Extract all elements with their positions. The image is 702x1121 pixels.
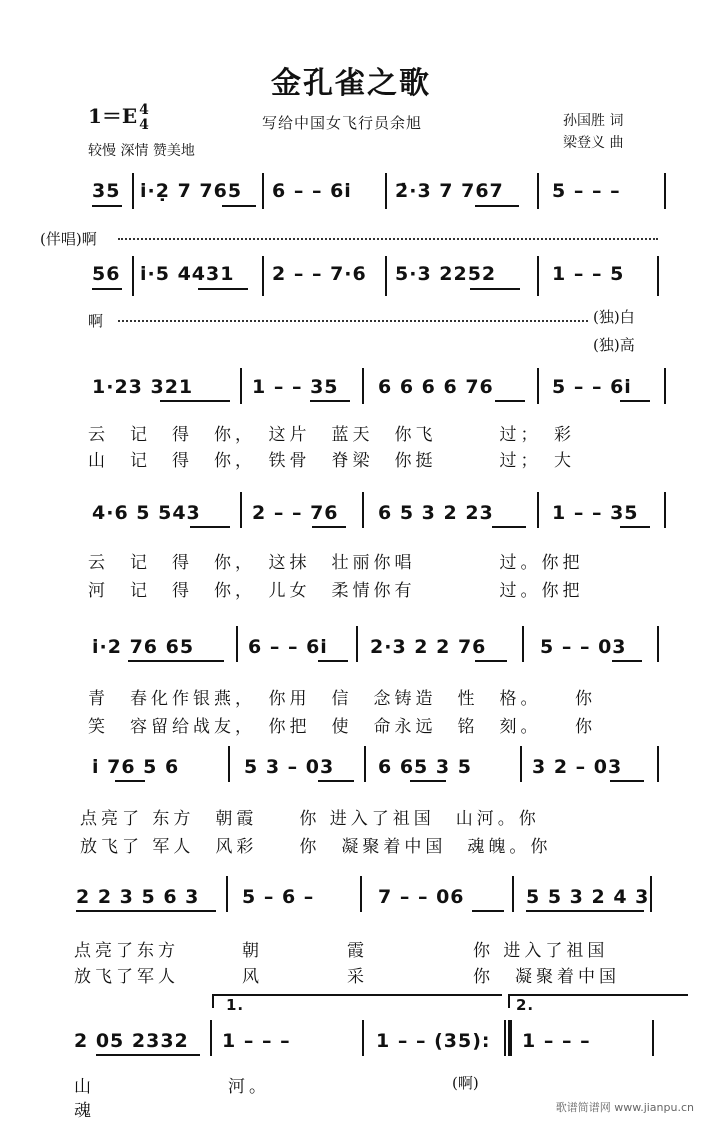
measure-pickup: 56 <box>92 263 121 285</box>
site-watermark: 歌谱简谱网 www.jianpu.cn <box>555 1101 694 1114</box>
beam <box>160 400 230 402</box>
measure: 6 – – 6i <box>272 180 352 202</box>
barline <box>236 626 238 662</box>
measure: 1·23 321 <box>92 376 194 398</box>
time-bottom: 4 <box>139 116 149 133</box>
dotted-extension <box>118 320 588 322</box>
barline <box>657 626 659 662</box>
beam <box>526 910 644 912</box>
solo-marker: (独)高 <box>593 336 635 354</box>
solo-marker: (独)白 <box>593 308 635 326</box>
beam <box>198 288 248 290</box>
barline <box>537 368 539 404</box>
barline <box>537 256 539 296</box>
beam <box>492 526 526 528</box>
lyric-verse-2: 河 记 得 你， 儿女 柔情你有 过。你把 <box>88 581 584 601</box>
beam <box>76 910 216 912</box>
volta-bracket-2-left <box>508 994 510 1008</box>
volta-2-label: 2. <box>516 996 535 1014</box>
barline <box>664 368 666 404</box>
barline <box>650 876 652 912</box>
measure: 1 – – 5 <box>552 263 625 285</box>
lyric-verse-2: 魂 <box>74 1101 95 1121</box>
lyric-verse-2: 放飞了军人 风 采 你 凝聚着中国 <box>74 967 620 987</box>
page-title: 金孔雀之歌 <box>271 66 431 101</box>
lyric-verse-2: 放飞了 军人 风彩 你 凝聚着中国 魂魄。你 <box>80 837 552 857</box>
barline <box>132 256 134 296</box>
beam <box>222 205 256 207</box>
volta-1-label: 1. <box>226 996 245 1014</box>
volta-bracket-1 <box>212 994 502 996</box>
measure: 2 2 3 5 6 3 <box>76 886 200 908</box>
beam <box>96 1054 200 1056</box>
barline <box>657 746 659 782</box>
measure: 5 – – 03 <box>540 636 627 658</box>
barline <box>385 256 387 296</box>
lyric-verse-1: 山 <box>74 1077 95 1097</box>
beam <box>620 400 650 402</box>
volta-bracket-2 <box>508 994 688 996</box>
barline <box>537 492 539 528</box>
beam <box>128 660 224 662</box>
measure: 2·3 2 2 76 <box>370 636 487 658</box>
measure: 2̇·3 7 767 <box>395 180 504 202</box>
beam <box>475 205 519 207</box>
composer: 梁登义 曲 <box>563 135 624 151</box>
lyric-verse-1: 青 春化作银燕， 你用 信 念铸造 性 格。 你 <box>88 689 596 709</box>
barline <box>240 368 242 404</box>
beam <box>190 526 230 528</box>
measure: 1 – – – <box>522 1030 591 1052</box>
lyric-line: 啊 <box>88 312 104 330</box>
lyric-verse-2: 笑 容留给战友， 你把 使 命永远 铭 刻。 你 <box>88 717 596 737</box>
measure: 5·3 2252 <box>395 263 497 285</box>
measure: 4·6 5 543 <box>92 502 201 524</box>
time-signature <box>139 103 149 133</box>
beam <box>495 400 525 402</box>
barline <box>522 626 524 662</box>
beam <box>92 205 122 207</box>
beam <box>470 288 520 290</box>
beam <box>612 660 642 662</box>
measure: i·2 76 65 <box>92 636 195 658</box>
dotted-extension <box>118 238 658 240</box>
beam <box>610 780 644 782</box>
lyric-verse-2: 山 记 得 你， 铁骨 脊梁 你挺 过； 大 <box>88 451 575 471</box>
barline <box>657 256 659 296</box>
beam <box>310 400 350 402</box>
measure: i·2̣ 7 765 <box>140 180 243 202</box>
beam <box>472 910 504 912</box>
repeat-barline <box>504 1020 506 1056</box>
beam <box>312 526 346 528</box>
volta-bracket-1-left <box>212 994 214 1008</box>
key-signature <box>88 100 149 133</box>
measure: 6 5 3 2 23 <box>378 502 494 524</box>
barline <box>356 626 358 662</box>
measure: 1 – – 35 <box>552 502 639 524</box>
barline <box>652 1020 654 1056</box>
beam <box>92 288 122 290</box>
measure: 5 – – 6i <box>552 376 632 398</box>
measure: 1 – – (35): <box>376 1030 491 1052</box>
lyric-verse-1: 云 记 得 你， 这片 蓝天 你飞 过； 彩 <box>88 425 575 445</box>
measure: 5 – – – <box>552 180 621 202</box>
chorus-marker: (啊) <box>452 1074 479 1092</box>
barline <box>210 1020 212 1056</box>
measure: 5 3 – 03 <box>244 756 335 778</box>
barline <box>228 746 230 782</box>
subtitle: 写给中国女飞行员余旭 <box>262 114 423 132</box>
barline <box>240 492 242 528</box>
barline <box>360 876 362 912</box>
measure: 6 65 3 5 <box>378 756 472 778</box>
barline <box>512 876 514 912</box>
barline <box>362 492 364 528</box>
barline <box>364 746 366 782</box>
beam <box>318 780 354 782</box>
measure: 1 – – – <box>222 1030 291 1052</box>
barline <box>537 173 539 209</box>
lyric-verse-1-end: 河。 <box>228 1077 270 1097</box>
repeat-barline-thick <box>508 1020 512 1056</box>
barline <box>132 173 134 209</box>
tempo-marking: 较慢 深情 赞美地 <box>88 143 195 159</box>
barline <box>262 256 264 296</box>
time-top: 4 <box>139 101 149 118</box>
measure: 6 – – 6i <box>248 636 328 658</box>
measure-pickup: 35 <box>92 180 121 202</box>
barline <box>385 173 387 209</box>
lyric-verse-1: 点亮了东方 朝 霞 你 进入了祖国 <box>74 941 609 961</box>
measure: 7 – – 06 <box>378 886 465 908</box>
measure: 6 6 6 6 76 <box>378 376 494 398</box>
lyricist: 孙国胜 词 <box>563 113 624 129</box>
barline <box>664 492 666 528</box>
barline <box>362 1020 364 1056</box>
measure: 3 2 – 03 <box>532 756 623 778</box>
lyric-verse-1: 云 记 得 你， 这抹 壮丽你唱 过。你把 <box>88 553 584 573</box>
measure: i 76 5 6 <box>92 756 180 778</box>
lyric-verse-1: 点亮了 东方 朝霞 你 进入了祖国 山河。你 <box>80 809 540 829</box>
measure: 5 – 6 – <box>242 886 315 908</box>
measure: 5 5 3 2 4 3 <box>526 886 650 908</box>
key-label: 1＝E <box>88 104 138 128</box>
measure: 2 05 2332 <box>74 1030 189 1052</box>
barline <box>262 173 264 209</box>
lyric-line: (伴唱)啊 <box>40 230 97 248</box>
measure: 2 – – 76 <box>252 502 339 524</box>
beam <box>620 526 650 528</box>
measure: i·5 4431 <box>140 263 235 285</box>
beam <box>115 780 145 782</box>
measure: 2 – – 7·6 <box>272 263 367 285</box>
measure: 1 – – 35 <box>252 376 339 398</box>
barline <box>362 368 364 404</box>
barline <box>226 876 228 912</box>
beam <box>475 660 507 662</box>
beam <box>410 780 446 782</box>
barline <box>520 746 522 782</box>
beam <box>318 660 348 662</box>
barline <box>664 173 666 209</box>
